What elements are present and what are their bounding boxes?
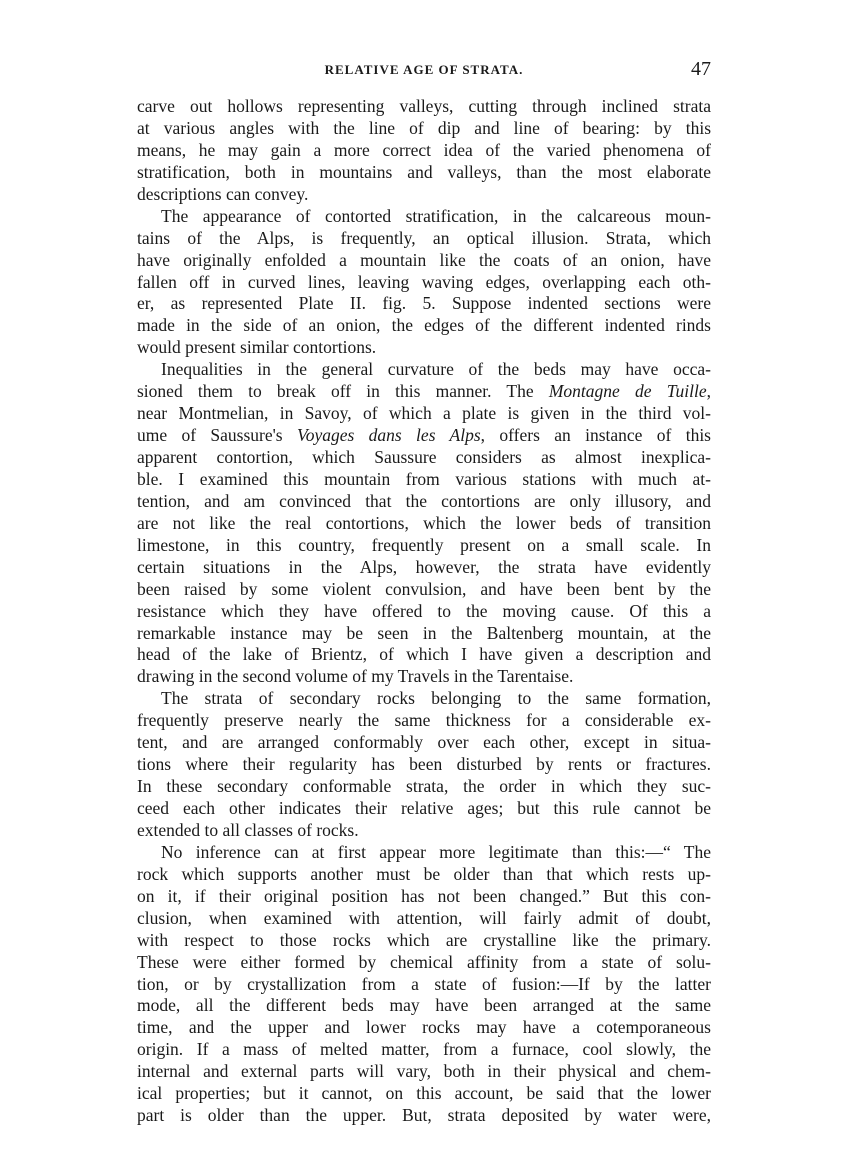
text-line bbox=[137, 337, 711, 359]
text-segment: internal and external parts will vary, both in their physical and chem- bbox=[137, 1061, 711, 1082]
text-line bbox=[137, 710, 711, 732]
text-line bbox=[137, 908, 711, 930]
text-line bbox=[137, 601, 711, 623]
text-line bbox=[137, 315, 711, 337]
text-line bbox=[137, 469, 711, 491]
text-segment: been raised by some violent convulsion, and have been bent by the bbox=[137, 578, 711, 599]
text-segment: ble. I examined this mountain from various stations with much at- bbox=[137, 468, 711, 489]
text-line bbox=[137, 798, 711, 820]
text-segment: tion, or by crystallization from a state of fusion:—If by the latter bbox=[137, 973, 711, 994]
text-segment: descriptions can convey. bbox=[137, 183, 309, 204]
text-segment: made in the side of an onion, the edges of the different indented rinds bbox=[137, 315, 711, 336]
text-segment: would present similar contortions. bbox=[137, 337, 377, 358]
text-line bbox=[137, 250, 711, 272]
text-line bbox=[137, 118, 711, 140]
page-header bbox=[137, 58, 711, 86]
text-segment: time, and the upper and lower rocks may have a cotemporaneous bbox=[137, 1017, 711, 1038]
text-segment: carve out hollows representing valleys, cutting through inclined strata bbox=[137, 96, 711, 116]
text-line bbox=[137, 535, 711, 557]
text-segment: In these secondary conformable strata, the order in which they suc- bbox=[137, 776, 711, 797]
text-line bbox=[137, 1017, 711, 1039]
text-line bbox=[137, 820, 711, 842]
text-segment: These were either formed by chemical affinity from a state of solu- bbox=[137, 951, 711, 972]
text-segment: part is older than the upper. But, strata deposited by water were, bbox=[137, 1105, 711, 1126]
page-number: 47 bbox=[691, 58, 711, 80]
text-segment: tent, and are arranged conformably over each other, except in situa- bbox=[137, 732, 711, 753]
text-line bbox=[137, 952, 711, 974]
text-segment: , offers an instance of this bbox=[480, 425, 711, 446]
text-segment: apparent contortion, which Saussure considers as almost inexplica- bbox=[137, 447, 711, 467]
text-line bbox=[137, 184, 711, 206]
text-line bbox=[137, 206, 711, 228]
text-line bbox=[137, 842, 711, 864]
text-segment: tains of the Alps, is frequently, an optical illusion. Strata, which bbox=[137, 227, 711, 248]
text-segment: clusion, when examined with attention, will fairly admit of doubt, bbox=[137, 907, 711, 928]
text-segment: The strata of secondary rocks belonging to the same formation, bbox=[161, 688, 711, 709]
text-line bbox=[137, 754, 711, 776]
text-segment: ical properties; but it cannot, on this account, be said that the lower bbox=[137, 1083, 711, 1104]
text-segment: rock which supports another must be older than that which rests up- bbox=[137, 863, 711, 884]
text-segment: remarkable instance may be seen in the Baltenberg mountain, at the bbox=[137, 622, 711, 643]
text-segment: tention, and am convinced that the contortions are only illusory, and bbox=[137, 490, 711, 511]
text-segment: drawing in the second volume of my Travels in the Tarentaise. bbox=[137, 666, 574, 687]
text-segment: sioned them to break off in this manner. The bbox=[137, 381, 549, 402]
text-segment: fallen off in curved lines, leaving waving edges, overlapping each oth- bbox=[137, 271, 711, 292]
italic-title: Montagne de Tuille bbox=[548, 381, 707, 402]
text-segment: No inference can at first appear more legitimate than this:—“ The bbox=[161, 841, 711, 862]
text-line bbox=[137, 381, 711, 403]
italic-title: Voyages dans les Alps bbox=[296, 425, 481, 446]
text-segment: have originally enfolded a mountain like the coats of an onion, have bbox=[137, 249, 711, 270]
text-segment: Inequalities in the general curvature of the beds may have occa- bbox=[161, 359, 711, 380]
text-segment: frequently preserve nearly the same thickness for a considerable ex- bbox=[137, 710, 711, 731]
text-segment: mode, all the different beds may have been arranged at the same bbox=[137, 995, 711, 1016]
body-text bbox=[137, 96, 711, 1127]
text-line bbox=[137, 974, 711, 996]
text-line bbox=[137, 403, 711, 425]
text-segment: er, as represented Plate II. fig. 5. Suppose indented sections were bbox=[137, 293, 711, 314]
text-line bbox=[137, 491, 711, 513]
text-line bbox=[137, 162, 711, 184]
text-line bbox=[137, 644, 711, 666]
running-head: RELATIVE AGE OF STRATA. bbox=[324, 62, 524, 77]
text-segment: The appearance of contorted stratification, in the calcareous moun- bbox=[161, 205, 711, 226]
text-line bbox=[137, 776, 711, 798]
text-line bbox=[137, 272, 711, 294]
text-segment: are not like the real contortions, which the lower beds of transition bbox=[137, 512, 711, 533]
text-line bbox=[137, 228, 711, 250]
text-segment: on it, if their original position has not been changed.” But this con- bbox=[137, 885, 711, 906]
text-line bbox=[137, 1039, 711, 1061]
text-line bbox=[137, 1083, 711, 1105]
text-line bbox=[137, 447, 711, 469]
text-line bbox=[137, 96, 711, 118]
text-segment: head of the lake of Brientz, of which I have given a description and bbox=[137, 644, 711, 665]
text-line bbox=[137, 579, 711, 601]
text-line bbox=[137, 666, 711, 688]
text-segment: extended to all classes of rocks. bbox=[137, 819, 359, 840]
text-line bbox=[137, 557, 711, 579]
text-segment: stratification, both in mountains and valleys, than the most elaborate bbox=[137, 161, 711, 182]
text-segment: origin. If a mass of melted matter, from a furnace, cool slowly, the bbox=[137, 1039, 711, 1060]
text-line bbox=[137, 140, 711, 162]
text-line bbox=[137, 513, 711, 535]
text-line bbox=[137, 1105, 711, 1127]
text-segment: , bbox=[706, 381, 711, 402]
text-line bbox=[137, 886, 711, 908]
text-segment: ceed each other indicates their relative ages; but this rule cannot be bbox=[137, 798, 711, 818]
text-segment: near Montmelian, in Savoy, of which a plate is given in the third vol- bbox=[137, 403, 711, 424]
text-segment: with respect to those rocks which are crystalline like the primary. bbox=[137, 929, 711, 950]
text-segment: resistance which they have offered to the moving cause. Of this a bbox=[137, 600, 711, 621]
text-line bbox=[137, 623, 711, 645]
text-line bbox=[137, 1061, 711, 1083]
text-line bbox=[137, 930, 711, 952]
text-segment: ume of Saussure's bbox=[137, 425, 297, 446]
text-segment: limestone, in this country, frequently present on a small scale. In bbox=[137, 534, 711, 555]
text-segment: tions where their regularity has been disturbed by rents or fractures. bbox=[137, 754, 711, 775]
text-line bbox=[137, 688, 711, 710]
text-line bbox=[137, 864, 711, 886]
text-line bbox=[137, 425, 711, 447]
text-line bbox=[137, 293, 711, 315]
text-line bbox=[137, 732, 711, 754]
text-line bbox=[137, 359, 711, 381]
text-segment: at various angles with the line of dip and line of bearing: by this bbox=[137, 117, 711, 138]
text-line bbox=[137, 995, 711, 1017]
text-segment: certain situations in the Alps, however, the strata have evidently bbox=[137, 556, 711, 577]
text-segment: means, he may gain a more correct idea of the varied phenomena of bbox=[137, 139, 711, 160]
